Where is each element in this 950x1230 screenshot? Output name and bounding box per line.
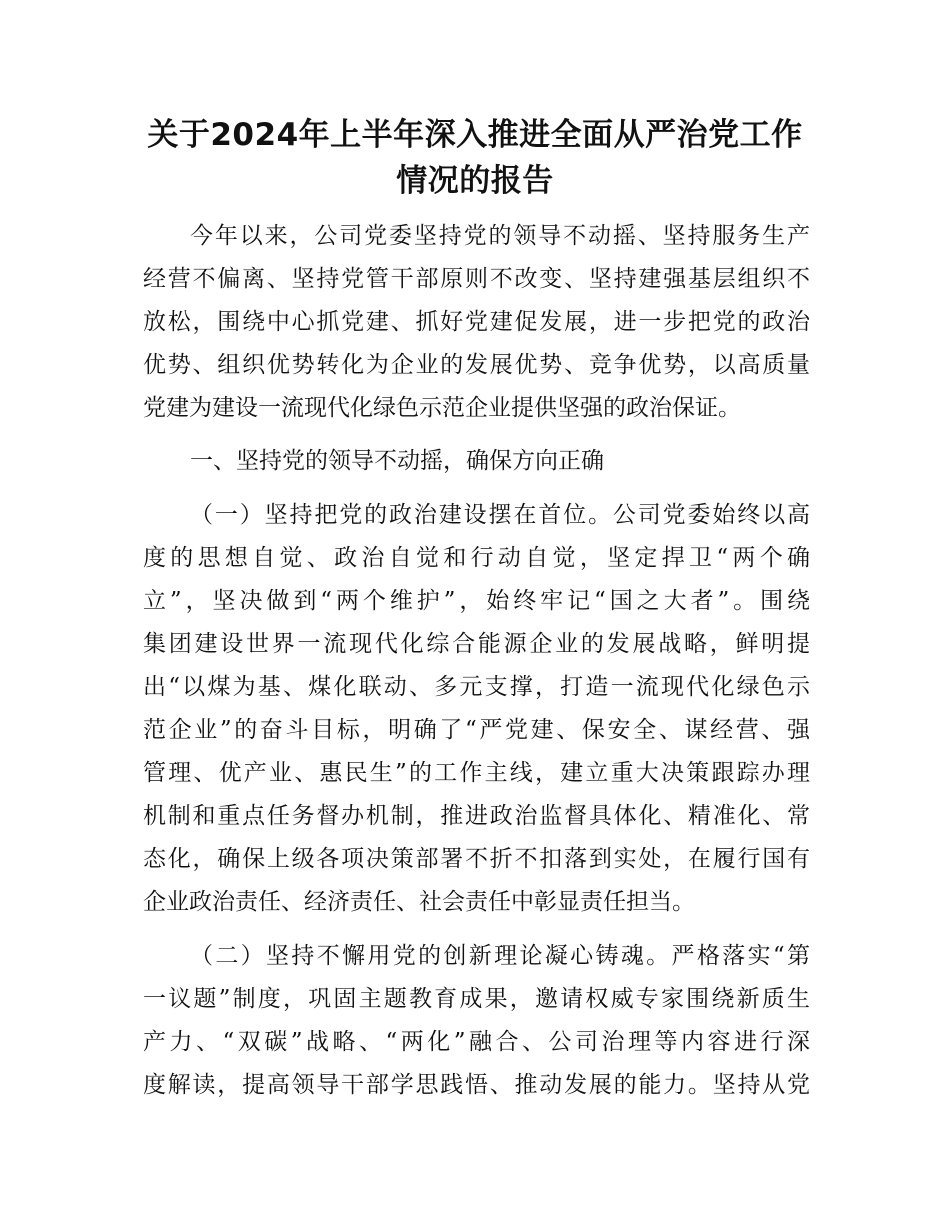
paragraph-line: （二）坚持不懈用党的创新理论凝心铸魂。严格落实“第 xyxy=(190,943,810,969)
section-heading: 一、坚持党的领导不动摇，确保方向正确 xyxy=(190,448,604,474)
paragraph-line: 经营不偏离、坚持党管干部原则不改变、坚持建强基层组织不 xyxy=(143,266,810,292)
paragraph-line: 优势、组织优势转化为企业的发展优势、竞争优势，以高质量 xyxy=(143,352,810,378)
document-title-line-2: 情况的报告 xyxy=(396,163,554,199)
paragraph-line: 范企业”的奋斗目标，明确了“严党建、保安全、谋经营、强 xyxy=(143,717,810,743)
paragraph-line: 党建为建设一流现代化绿色示范企业提供坚强的政治保证。 xyxy=(143,395,741,421)
paragraph-line: 集团建设世界一流现代化综合能源企业的发展战略，鲜明提 xyxy=(143,631,810,657)
paragraph-line: 一议题”制度，巩固主题教育成果，邀请权威专家围绕新质生 xyxy=(143,986,810,1012)
paragraph-line: 放松，围绕中心抓党建、抓好党建促发展，进一步把党的政治 xyxy=(143,309,810,335)
paragraph-line: 度解读，提高领导干部学思践悟、推动发展的能力。坚持从党 xyxy=(143,1072,810,1098)
paragraph-line: 出“以煤为基、煤化联动、多元支撑，打造一流现代化绿色示 xyxy=(143,674,810,700)
paragraph-line: （一）坚持把党的政治建设摆在首位。公司党委始终以高 xyxy=(190,502,810,528)
paragraph-line: 管理、优产业、惠民生”的工作主线，建立重大决策跟踪办理 xyxy=(143,760,810,786)
paragraph-line: 今年以来，公司党委坚持党的领导不动摇、坚持服务生产 xyxy=(190,223,810,249)
paragraph-line: 产力、“双碳”战略、“两化”融合、公司治理等内容进行深 xyxy=(143,1029,810,1055)
paragraph-line: 机制和重点任务督办机制，推进政治监督具体化、精准化、常 xyxy=(143,803,810,829)
paragraph-line: 度的思想自觉、政治自觉和行动自觉，坚定捍卫“两个确 xyxy=(143,545,810,571)
paragraph-line: 立”，坚决做到“两个维护”，始终牢记“国之大者”。围绕 xyxy=(143,588,810,614)
paragraph-line: 企业政治责任、经济责任、社会责任中彰显责任担当。 xyxy=(143,889,695,915)
document-title-line-1: 关于2024年上半年深入推进全面从严治党工作 xyxy=(147,117,803,153)
paragraph-line: 态化，确保上级各项决策部署不折不扣落到实处，在履行国有 xyxy=(143,846,810,872)
